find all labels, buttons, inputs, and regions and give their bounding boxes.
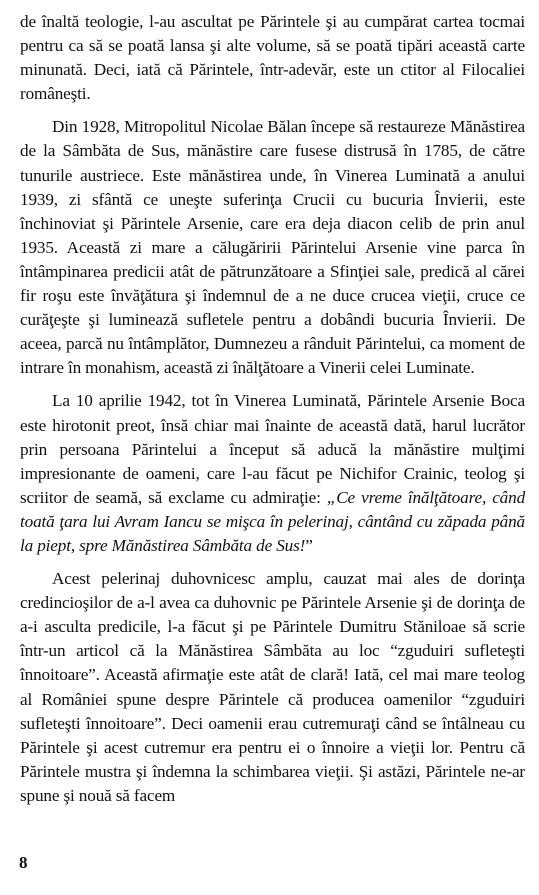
page-number: 8 bbox=[19, 853, 28, 872]
crainic-quote: „Ce vreme înălţătoare, când toată ţara lui Avram Iancu se mişca în pelerinaj, cântând cu zăpada până la piept, spre Mănăstirea Sâmbăta de Sus! bbox=[20, 487, 526, 555]
paragraph-3 bbox=[20, 389, 525, 558]
paragraph-1 bbox=[20, 10, 525, 106]
quote-closing-mark: ” bbox=[305, 535, 313, 555]
paragraph-2 bbox=[20, 115, 525, 380]
paragraph-3-text: La 10 aprilie 1942, tot în Vinerea Luminată, Părintele Arsenie Boca este hirotonit preot, însă chiar mai înainte de această dată, harul lucrător prin persoana Părintelui a început să aducă la mănăstire mulţimi impresionante de oameni, care l-au făcut pe Nichifor Crainic, teolog şi scriitor de seamă, să exclame cu admiraţie: bbox=[20, 391, 525, 507]
body-text bbox=[20, 10, 525, 808]
paragraph-4 bbox=[20, 567, 525, 808]
paragraph-1-text: de înaltă teologie, l-au ascultat pe Părintele şi au cumpărat cartea tocmai pentru ca să se poată lansa şi alte volume, să se poată tipări această carte minunată. Deci, iată că Părintele, într-adevăr, este un ctitor al Filocaliei româneşti. bbox=[20, 12, 525, 104]
paragraph-2-text: Din 1928, Mitropolitul Nicolae Bălan începe să restaureze Mănăstirea de la Sâmbăta de Sus, mănăstire care fusese distrusă în 1785, de către tunurile austriece. Este mănăstirea unde, în Vinerea Luminată a anului 1939, zi sfântă ce uneşte suferinţa Crucii cu bucuria Învierii, este închinoviat şi Părintele Arsenie, care era deja diacon celib de prin anul 1935. Această zi mare a călugăririi Părintelui Arsenie vine parca în întâmpinarea predicii atât de pătrunzătoare a Sfinţiei sale, predică al cărei fir roşu este învăţătura şi îndemnul de a ne duce crucea vieţii, cruce ce curăţeşte şi luminează sufletele pentru a dobândi bucuria Învierii. De aceea, parcă nu întâmplător, Dumnezeu a rânduit Părintelui, ca moment de intrare în monahism, această zi înălţătoare a Vinerii celei Luminate. bbox=[20, 117, 525, 378]
paragraph-4-text: Acest pelerinaj duhovnicesc amplu, cauzat mai ales de dorinţa credincioşilor de a-l avea ca duhovnic pe Părintele Arsenie şi de dorinţa de a-i asculta predicile, l-a făcut şi pe Părintele Dumitru Stăniloae să scrie într-un articol că la Mănăstirea Sâmbăta au loc “zguduiri sufleteşti înnoitoare”. Această afirmaţie este atât de clară! Iată, cel mai mare teolog al României spune despre Părintele că producea oamenilor “zguduiri sufleteşti înnoitoare”. Deci oamenii erau cutremuraţi când se întâlneau cu Părintele şi acest cutremur era pentru ei o înnoire a vieţii lor. Pentru că Părintele mustra şi îndemna la schimbarea vieţii. Şi astăzi, Părintele ne-ar spune şi nouă să facem bbox=[20, 569, 525, 805]
